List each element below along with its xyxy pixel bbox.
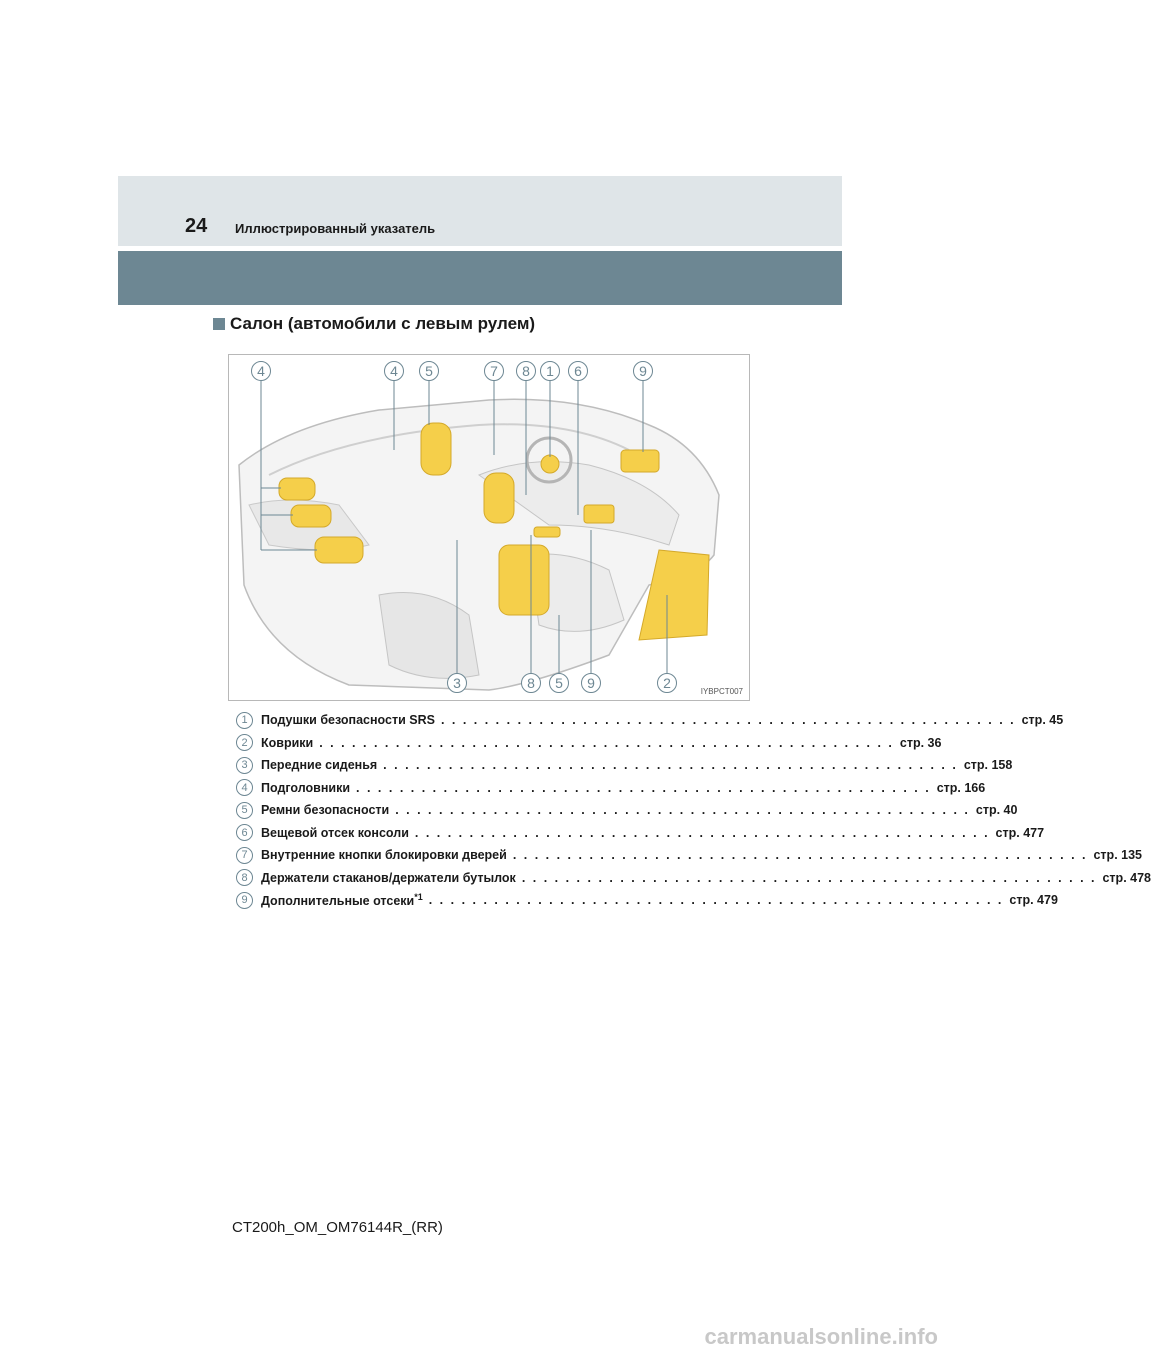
index-number: 8 bbox=[236, 869, 253, 886]
callout-bottom-3: 5 bbox=[549, 673, 569, 693]
index-leader-dots: . . . . . . . . . . . . . . . . . . . . . . . . . . . . . . . . . . . . . . . . . . . . . . . . . . . . . bbox=[440, 713, 1016, 728]
index-item[interactable] bbox=[236, 822, 1045, 845]
index-label: Подголовники bbox=[261, 780, 351, 795]
index-label: Передние сиденья bbox=[261, 758, 378, 773]
title-bar bbox=[118, 251, 842, 305]
callout-top-3: 5 bbox=[419, 361, 439, 381]
index-leader-dots: . . . . . . . . . . . . . . . . . . . . . . . . . . . . . . . . . . . . . . . . . . . . . . . . . . . . . bbox=[383, 758, 958, 773]
index-page-ref[interactable]: стр. 135 bbox=[1093, 848, 1142, 863]
index-leader-dots: . . . . . . . . . . . . . . . . . . . . . . . . . . . . . . . . . . . . . . . . . . . . . . . . . . . . . bbox=[319, 735, 894, 750]
index-label: Коврики bbox=[261, 735, 314, 750]
callout-top-2: 4 bbox=[384, 361, 404, 381]
index-label: Ремни безопасности bbox=[261, 803, 390, 818]
index-number: 3 bbox=[236, 757, 253, 774]
callout-top-8: 9 bbox=[633, 361, 653, 381]
index-label bbox=[261, 892, 423, 908]
index-label: Вещевой отсек консоли bbox=[261, 825, 409, 840]
footnote-marker: *1 bbox=[414, 892, 423, 903]
index-number: 5 bbox=[236, 802, 253, 819]
index-leader-dots: . . . . . . . . . . . . . . . . . . . . . . . . . . . . . . . . . . . . . . . . . . . . . . . . . . . . . bbox=[356, 780, 931, 795]
index-label: Внутренние кнопки блокировки дверей bbox=[261, 848, 507, 863]
index-page-ref[interactable]: стр. 478 bbox=[1102, 870, 1151, 885]
chapter-title: Иллюстрированный указатель bbox=[235, 221, 436, 236]
section-heading: Салон (автомобили с левым рулем) bbox=[230, 314, 536, 333]
index-number: 6 bbox=[236, 824, 253, 841]
index-item[interactable] bbox=[236, 732, 942, 755]
index-label: Держатели стаканов/держатели бутылок bbox=[261, 870, 516, 885]
index-number: 2 bbox=[236, 734, 253, 751]
index-item[interactable] bbox=[236, 777, 986, 800]
index-label-text: Дополнительные отсеки bbox=[261, 894, 415, 909]
index-page-ref[interactable]: стр. 40 bbox=[975, 803, 1018, 818]
callout-top-5: 8 bbox=[516, 361, 536, 381]
interior-drawing bbox=[229, 355, 749, 700]
callout-top-6: 1 bbox=[540, 361, 560, 381]
index-item[interactable] bbox=[236, 709, 1064, 732]
index-page-ref[interactable]: стр. 45 bbox=[1021, 713, 1064, 728]
callout-bottom-4: 9 bbox=[581, 673, 601, 693]
index-page-ref[interactable]: стр. 36 bbox=[899, 735, 942, 750]
callout-top-7: 6 bbox=[568, 361, 588, 381]
index-list bbox=[236, 709, 1151, 912]
index-page-ref[interactable]: стр. 479 bbox=[1009, 893, 1058, 908]
interior-illustration bbox=[228, 354, 750, 701]
callout-top-4: 7 bbox=[484, 361, 504, 381]
callout-bottom-1: 3 bbox=[447, 673, 467, 693]
index-leader-dots: . . . . . . . . . . . . . . . . . . . . . . . . . . . . . . . . . . . . . . . . . . . . . . . . . . . . . bbox=[395, 803, 970, 818]
index-leader-dots: . . . . . . . . . . . . . . . . . . . . . . . . . . . . . . . . . . . . . . . . . . . . . . . . . . . . . bbox=[428, 893, 1004, 908]
header-band bbox=[118, 176, 842, 246]
model-code: CT200h_OM_OM76144R_(RR) bbox=[232, 1219, 443, 1236]
page-number: 24 bbox=[185, 215, 208, 237]
figure-code: IYBPCT007 bbox=[700, 687, 743, 696]
index-page-ref[interactable]: стр. 166 bbox=[936, 780, 986, 795]
index-page-ref[interactable]: стр. 158 bbox=[963, 758, 1013, 773]
callout-top-1: 4 bbox=[251, 361, 271, 381]
index-item[interactable] bbox=[236, 799, 1018, 822]
watermark: carmanualsonline.info bbox=[704, 1324, 938, 1349]
index-leader-dots: . . . . . . . . . . . . . . . . . . . . . . . . . . . . . . . . . . . . . . . . . . . . . . . . . . . . . bbox=[521, 870, 1097, 885]
index-number: 9 bbox=[236, 892, 253, 909]
index-page-ref[interactable]: стр. 477 bbox=[995, 825, 1045, 840]
index-item[interactable] bbox=[236, 867, 1151, 890]
index-item[interactable] bbox=[236, 844, 1142, 867]
callout-bottom-5: 2 bbox=[657, 673, 677, 693]
index-number: 1 bbox=[236, 712, 253, 729]
index-number: 7 bbox=[236, 847, 253, 864]
callout-bottom-2: 8 bbox=[521, 673, 541, 693]
index-label: Подушки безопасности SRS bbox=[261, 713, 435, 728]
section-marker-icon bbox=[213, 318, 225, 330]
index-number: 4 bbox=[236, 779, 253, 796]
index-leader-dots: . . . . . . . . . . . . . . . . . . . . . . . . . . . . . . . . . . . . . . . . . . . . . . . . . . . . . bbox=[414, 825, 990, 840]
index-item[interactable] bbox=[236, 754, 1013, 777]
index-leader-dots: . . . . . . . . . . . . . . . . . . . . . . . . . . . . . . . . . . . . . . . . . . . . . . . . . . . . . bbox=[512, 848, 1088, 863]
index-item[interactable] bbox=[236, 889, 1058, 912]
